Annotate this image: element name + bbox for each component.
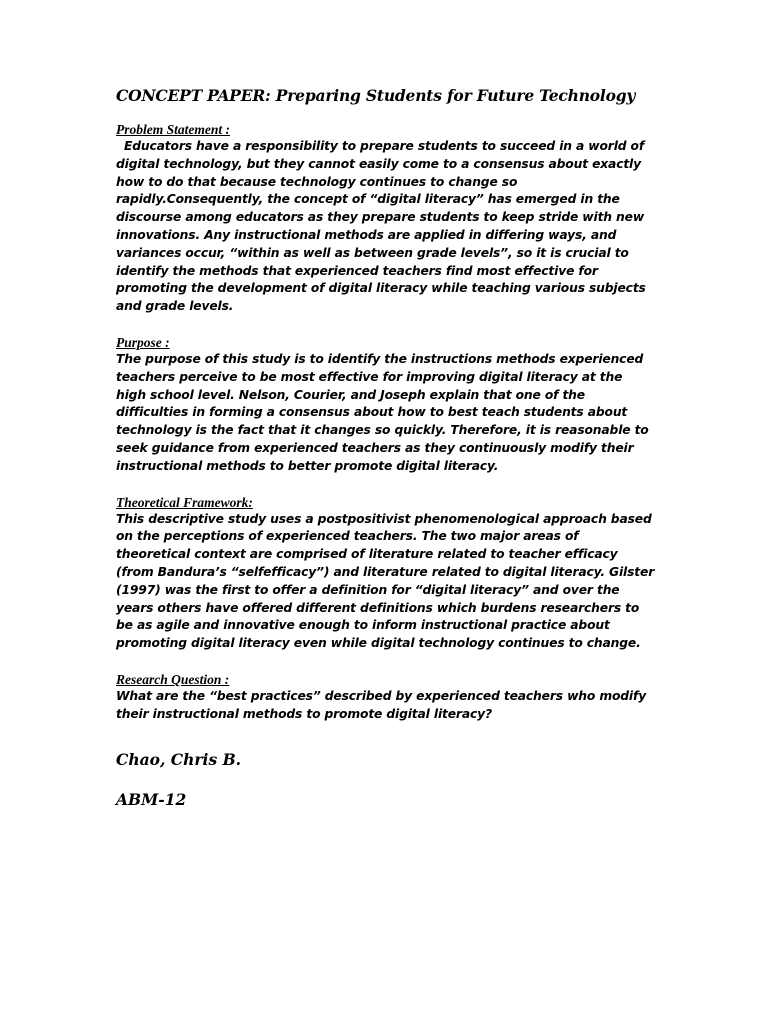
document-page	[116, 86, 656, 810]
purpose-heading: Purpose :	[116, 334, 170, 350]
problem-statement-heading: Problem Statement :	[116, 122, 230, 137]
research-question-section	[116, 671, 656, 724]
purpose-section	[116, 334, 656, 476]
theoretical-framework-section	[116, 494, 656, 653]
theoretical-framework-heading: Theoretical Framework:	[116, 494, 253, 510]
research-question-body: What are the “best practices” described by experienced teachers who modify their instructional methods to promote digital literacy?	[116, 688, 647, 721]
theoretical-framework-body: This descriptive study uses a postpositivist phenomenological approach based on the perceptions of experienced teachers. The two major areas of theoretical context are comprised of literature related to teacher efficacy (from Bandura’s “selfefficacy”) and literature related to digital literacy. Gilster (1997) was the first to offer a definition for “digital literacy” and over the years others have offered different definitions which burdens researchers to be as agile and innovative enough to inform instructional practice about promoting digital literacy even while digital technology continues to change.	[116, 511, 655, 651]
problem-statement-body	[116, 138, 656, 316]
purpose-body: The purpose of this study is to identify the instructions methods experienced teachers perceive to be most effective for improving digital literacy at the high school level. Nelson, Courier, and Joseph explain that one of the difficulties in forming a consensus about how to best teach students about technology is the fact that it changes so quickly. Therefore, it is reasonable to seek guidance from experienced teachers as they continuously modify their instructional methods to better promote digital literacy.	[116, 351, 649, 473]
problem-statement-section	[116, 121, 656, 316]
research-question-heading: Research Question :	[116, 671, 230, 687]
problem-statement-text: Educators have a responsibility to prepare students to succeed in a world of digital technology, but they cannot easily come to a consensus about exactly how to do that because technology continues to change so rapidly.Consequently, the concept of “digital literacy” has emerged in the discourse among educators as they prepare students to keep stride with new innovations. Any instructional methods are applied in differing ways, and variances occur, “within as well as between grade levels”, so it is crucial to identify the methods that experienced teachers find most effective for promoting the development of digital literacy while teaching various subjects and grade levels.	[116, 139, 646, 314]
author-name: Chao, Chris B.	[116, 749, 242, 769]
document-title: CONCEPT PAPER: Preparing Students for Future Technology	[116, 86, 636, 105]
class-section: ABM-12	[116, 789, 187, 809]
